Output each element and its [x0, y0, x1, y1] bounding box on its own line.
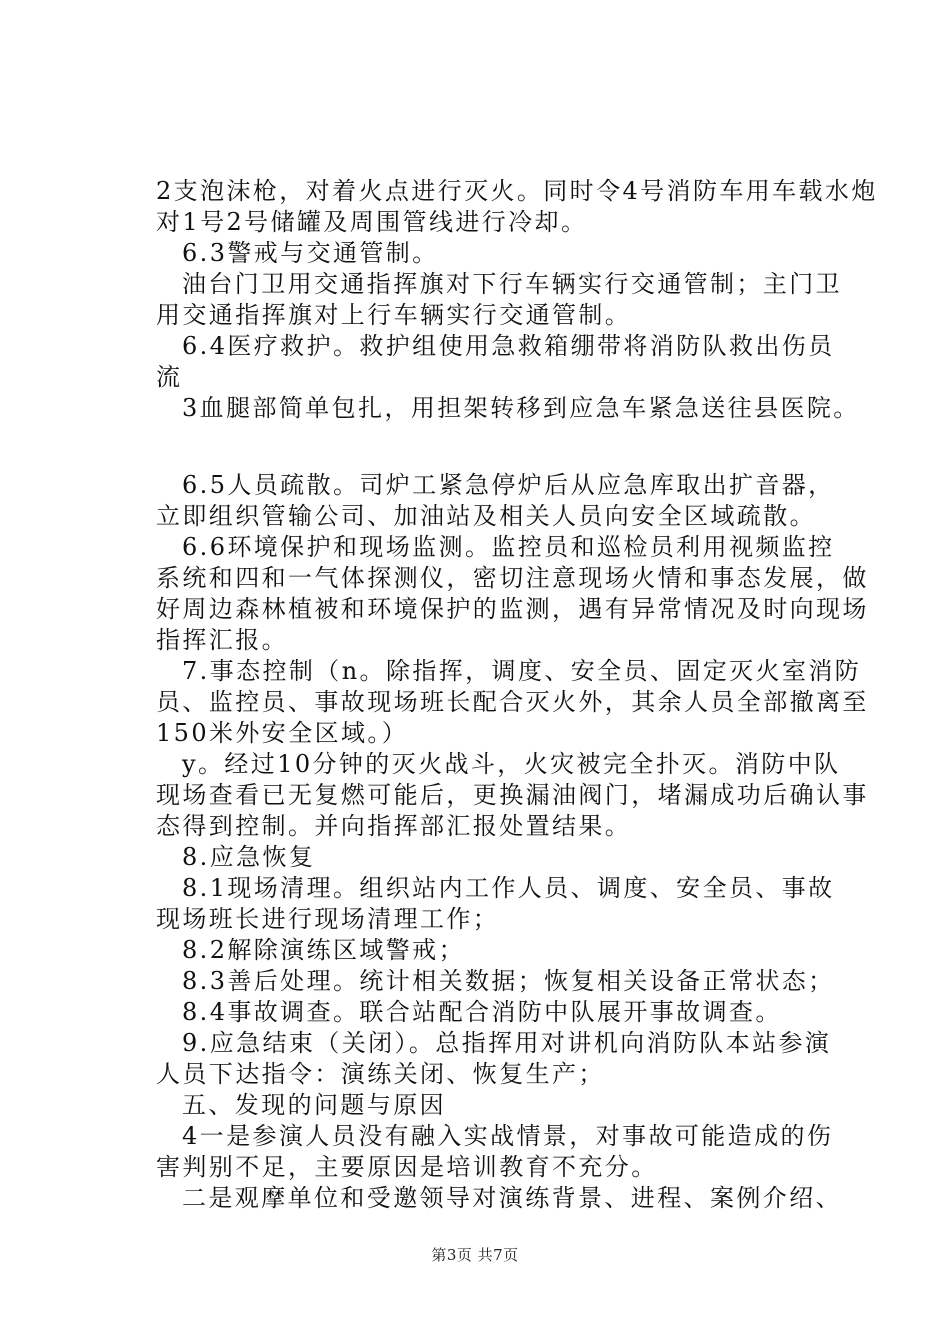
paragraph-line: 150米外安全区域。） [156, 719, 409, 747]
paragraph-line: 8.2解除演练区域警戒； [182, 936, 465, 964]
paragraph-line: 7.事态控制（n。除指挥，调度、安全员、固定灭火室消防 [182, 657, 862, 685]
paragraph-line: 8.4事故调查。联合站配合消防中队展开事故调查。 [182, 998, 782, 1026]
paragraph-line: 2支泡沫枪，对着火点进行灭火。同时令4号消防车用车载水炮 [156, 177, 878, 205]
paragraph-line: 6.5人员疏散。司炉工紧急停炉后从应急库取出扩音器， [182, 471, 835, 499]
paragraph-line: 油台门卫用交通指挥旗对下行车辆实行交通管制；主门卫 [182, 270, 842, 298]
paragraph-line: 流 [156, 363, 183, 391]
paragraph-line: 对1号2号储罐及周围管线进行冷却。 [156, 208, 588, 236]
paragraph-line: 好周边森林植被和环境保护的监测，遇有异常情况及时向现场 [156, 595, 869, 623]
paragraph-line: 3血腿部简单包扎，用担架转移到应急车紧急送往县医院。 [182, 394, 860, 422]
document-body [156, 176, 878, 1214]
paragraph-line: 指挥汇报。 [156, 626, 288, 654]
paragraph-line: 用交通指挥旗对上行车辆实行交通管制。 [156, 301, 632, 329]
paragraph-line: 害判别不足，主要原因是培训教育不充分。 [156, 1153, 658, 1181]
paragraph-line: 6.6环境保护和现场监测。监控员和巡检员利用视频监控 [182, 533, 835, 561]
paragraph-line: 8.3善后处理。统计相关数据；恢复相关设备正常状态； [182, 967, 835, 995]
section-heading: 五、发现的问题与原因 [182, 1091, 446, 1119]
paragraph-line: 4一是参演人员没有融入实战情景，对事故可能造成的伤 [182, 1122, 834, 1150]
paragraph-line: 系统和四和一气体探测仪，密切注意现场火情和事态发展，做 [156, 564, 869, 592]
paragraph-line: 6.4医疗救护。救护组使用急救箱绷带将消防队救出伤员 [182, 332, 835, 360]
paragraph-line: 现场查看已无复燃可能后，更换漏油阀门，堵漏成功后确认事 [156, 781, 869, 809]
paragraph-line: 人员下达指令：演练关闭、恢复生产； [156, 1060, 605, 1088]
paragraph-line: 二是观摩单位和受邀领导对演练背景、进程、案例介绍、 [182, 1184, 842, 1212]
paragraph-line: y。经过10分钟的灭火战斗，火灾被完全扑灭。消防中队 [182, 750, 841, 778]
section-heading: 8.应急恢复 [182, 843, 316, 871]
paragraph-line: 8.1现场清理。组织站内工作人员、调度、安全员、事故 [182, 874, 835, 902]
paragraph-line: 态得到控制。并向指挥部汇报处置结果。 [156, 812, 632, 840]
section-heading: 6.3警戒与交通管制。 [182, 239, 439, 267]
paragraph-line: 员、监控员、事故现场班长配合灭火外，其余人员全部撤离至 [156, 688, 869, 716]
spacer [156, 424, 832, 470]
paragraph-line: 9.应急结束（关闭）。总指挥用对讲机向消防队本站参演 [182, 1029, 832, 1057]
page-number-footer: 第3页 共7页 [431, 1246, 519, 1264]
paragraph-line: 立即组织管输公司、加油站及相关人员向安全区域疏散。 [156, 502, 816, 530]
paragraph-line: 现场班长进行现场清理工作； [156, 905, 500, 933]
